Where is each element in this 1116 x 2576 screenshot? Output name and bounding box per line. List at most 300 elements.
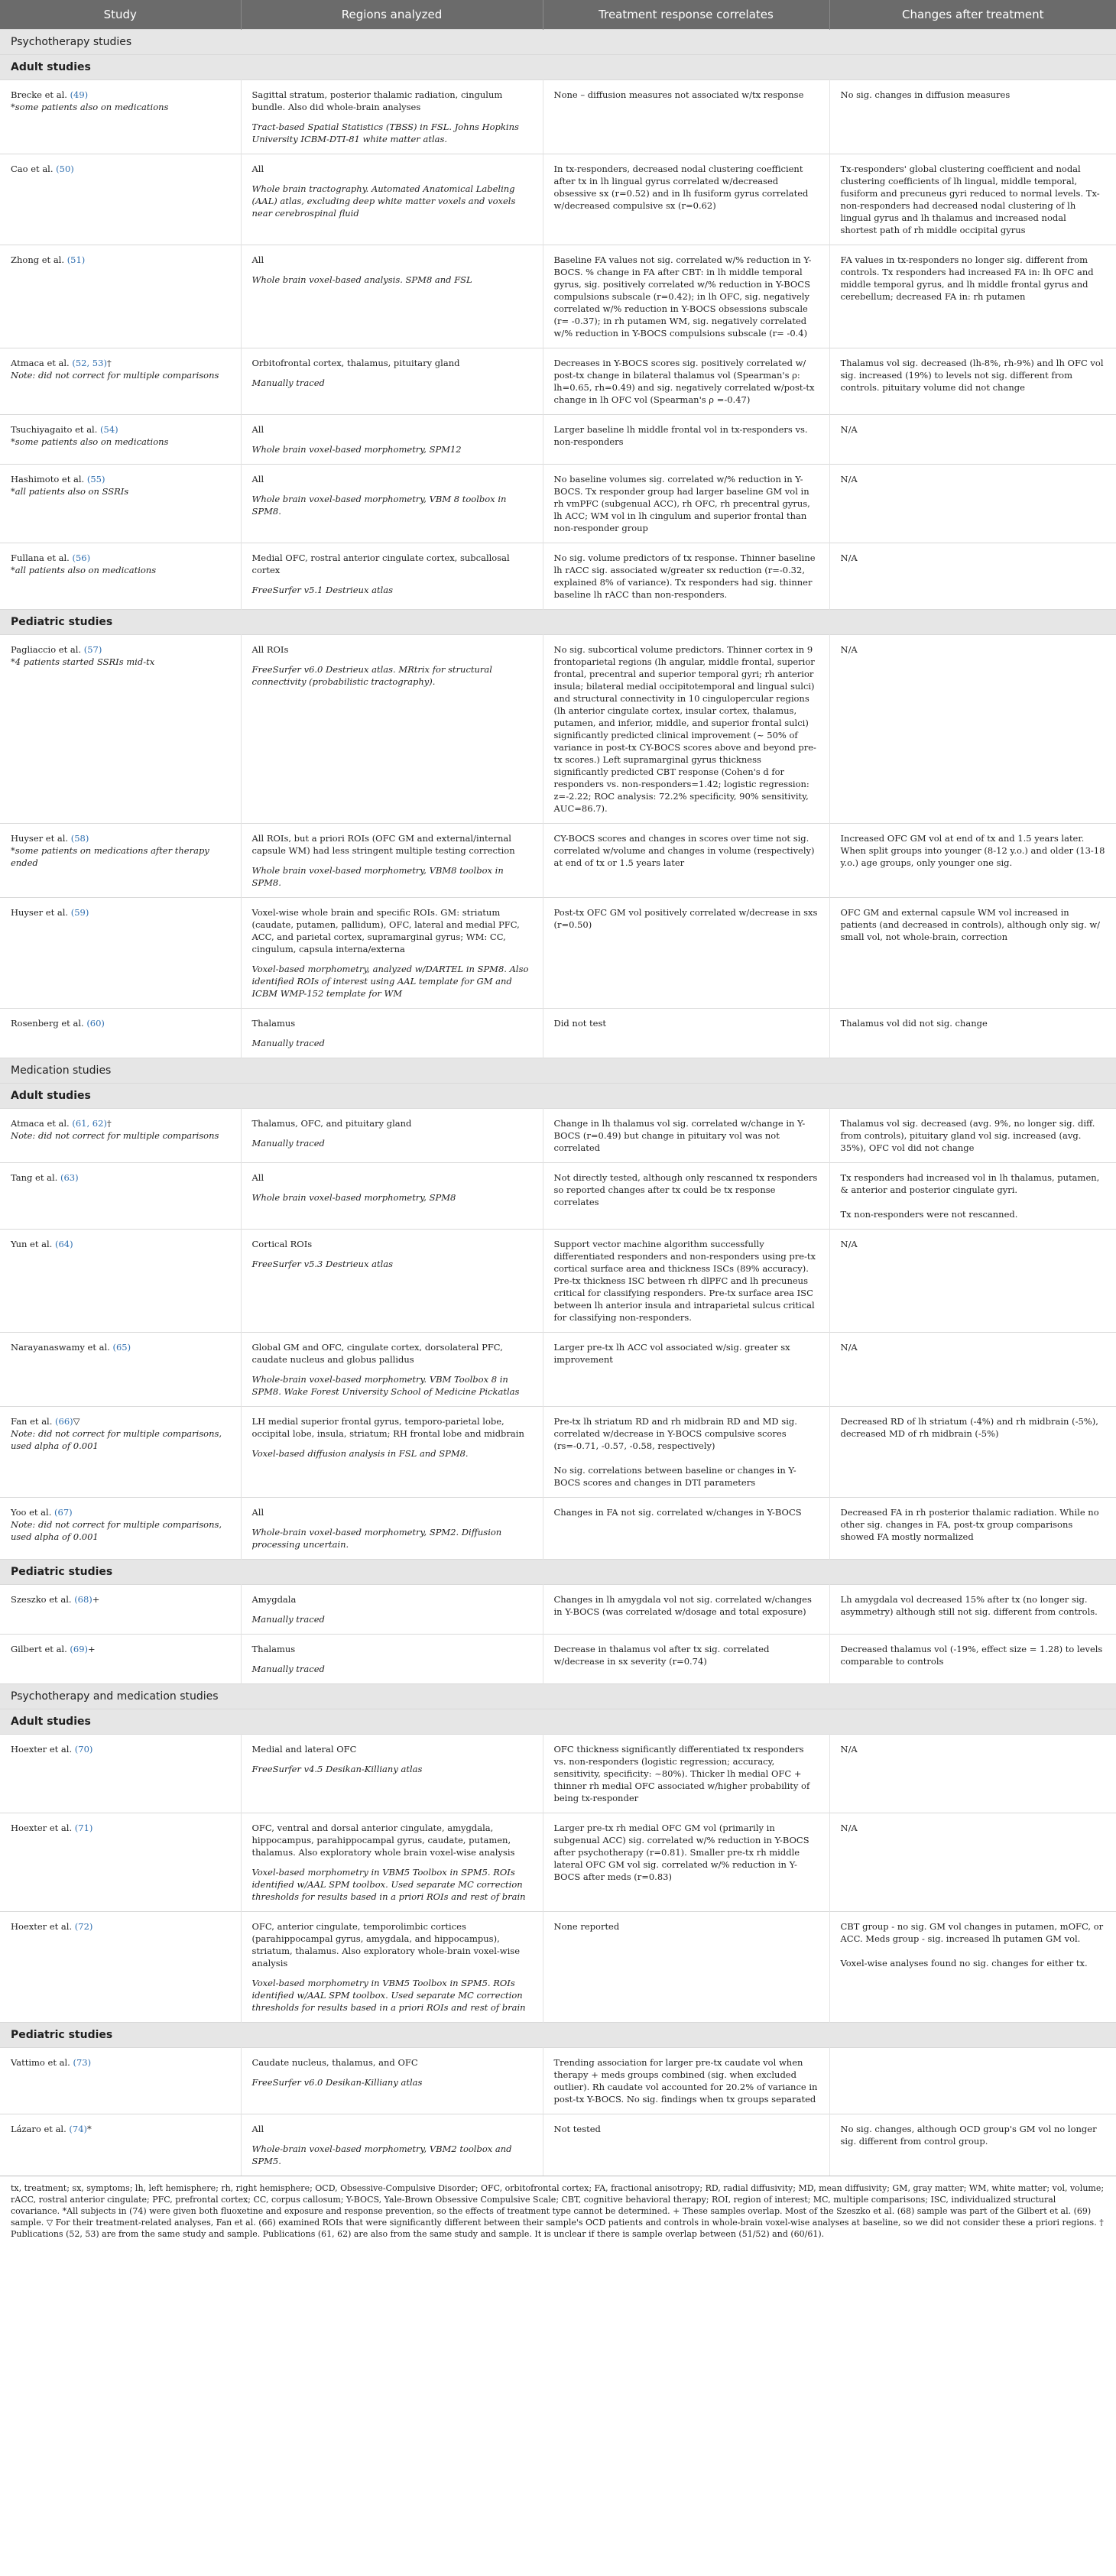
study-marker: † <box>106 1118 112 1129</box>
changes-text: FA values in tx-responders no longer sig. different from controls. Tx responders had increased FA in: lh OFC and middle temporal gyrus, and lh middle frontal gyrus and cerebellum; decreased FA in: rh putamen <box>840 254 1094 302</box>
study-reference: (64) <box>55 1239 73 1249</box>
study-note: Note: did not correct for multiple comparisons <box>11 1130 219 1141</box>
regions-text: Medial and lateral OFC <box>251 1744 357 1755</box>
changes-cell <box>829 465 1116 543</box>
subsection-row <box>0 55 1116 80</box>
regions-text: Amygdala <box>251 1594 297 1605</box>
study-reference: (56) <box>72 552 91 563</box>
regions-cell <box>241 2048 543 2114</box>
regions-text: Voxel-wise whole brain and specific ROIs. GM: striatum (caudate, putamen, pallidum), OFC, lateral and medial PFC, ACC, and parietal cortex, supramarginal gyrus; WM: CC, cingulum, capsula interna/externa <box>251 907 520 954</box>
correlates-text: OFC thickness significantly differentiated tx responders vs. non-responders (logistic regression; accuracy, sensitivity, specificity: ~80%). Thicker lh medial OFC + thinner rh medial OFC associated w/higher probability of being tx-responder <box>553 1744 810 1803</box>
correlates-text: CY-BOCS scores and changes in scores over time not sig. correlated w/volume and changes in volume (respectively) at end of tx or 1.5 years later <box>553 833 815 868</box>
changes-text: N/A <box>840 644 858 655</box>
table-row <box>0 898 1116 1009</box>
method-text: Manually traced <box>251 1614 325 1625</box>
table-row <box>0 80 1116 154</box>
correlates-text: In tx-responders, decreased nodal clustering coefficient after tx in lh lingual gyrus correlated w/decreased obsessive sx (r=0.52) and in lh fusiform gyrus correlated w/decreased compulsive sx (r=0.62) <box>553 164 809 211</box>
study-author: Tang et al. <box>11 1172 58 1183</box>
changes-text: Thalamus vol did not sig. change <box>840 1018 988 1029</box>
table-row <box>0 824 1116 898</box>
regions-cell <box>241 1498 543 1560</box>
subsection-row <box>0 2023 1116 2048</box>
regions-text: All <box>251 164 264 174</box>
section-row <box>0 1058 1116 1084</box>
study-note: Note: did not correct for multiple comparisons, used alpha of 0.001 <box>11 1519 222 1542</box>
regions-text: All <box>251 1507 264 1518</box>
study-reference: (57) <box>83 644 102 655</box>
correlates-cell <box>543 348 829 415</box>
changes-cell <box>829 348 1116 415</box>
correlates-text: Trending association for larger pre-tx caudate vol when therapy + meds groups combined (sig. when excluded outlier). Rh caudate vol accounted for 20.2% of variance in post-tx Y-BOCS. No sig. findings when tx groups separated <box>553 2057 818 2105</box>
regions-cell <box>241 415 543 465</box>
study-cell <box>0 1813 241 1912</box>
study-note: *some patients also on medications <box>11 102 169 112</box>
study-cell <box>0 348 241 415</box>
table-body <box>0 30 1116 2176</box>
subsection-title: Pediatric studies <box>0 610 1116 635</box>
regions-cell <box>241 1912 543 2023</box>
changes-text: Thalamus vol sig. decreased (lh-8%, rh-9%) and lh OFC vol sig. increased (19%) to levels not sig. different from controls. pituitary volume did not change <box>840 358 1104 393</box>
correlates-text: Larger pre-tx rh medial OFC GM vol (primarily in subgenual ACC) sig. correlated w/% reduction in Y-BOCS after psychotherapy (r=0.81). Smaller pre-tx rh middle lateral OFC GM vol sig. correlated w/% reduction in Y-BOCS after meds (r=0.83) <box>553 1823 809 1882</box>
correlates-text: Changes in FA not sig. correlated w/changes in Y-BOCS <box>553 1507 802 1518</box>
study-cell <box>0 1912 241 2023</box>
subsection-row <box>0 610 1116 635</box>
subsection-row <box>0 1709 1116 1735</box>
correlates-text: Change in lh thalamus vol sig. correlated w/change in Y-BOCS (r=0.49) but change in pituitary vol was not correlated <box>553 1118 806 1153</box>
study-reference: (59) <box>70 907 89 918</box>
correlates-text: Larger pre-tx lh ACC vol associated w/sig. greater sx improvement <box>553 1342 790 1365</box>
table-row <box>0 1407 1116 1498</box>
table-footnote: tx, treatment; sx, symptoms; lh, left hemisphere; rh, right hemisphere; OCD, Obsessive-Compulsive Disorder; OFC, orbitofrontal cortex; FA, fractional anisotropy; RD, radial diffusivity; MD, mean diffusivity; GM, gray matter; WM, white matter; vol, volume; rACC, rostral anterior cingulate; PFC, prefrontal cortex; CC, corpus callosum; Y-BOCS, Yale-Brown Obsessive Compulsive Scale; CBT, cognitive behavioral therapy; ROI, region of interest; MC, multiple comparisons; ISC, individualized structural covariance. *All subjects in (74) were given both fluoxetine and exposure and response prevention, so the effects of treatment type cannot be determined. + These samples overlap. Most of the Szeszko et al. (68) sample was part of the Gilbert et al. (69) sample. ▽ For their treatment-related analyses, Fan et al. (66) examined ROIs that were significantly different between their sample's OCD patients and controls in whole-brain voxel-wise analyses at baseline, so we did not consider these a priori regions. † Publications (52, 53) are from the same study and sample. Publications (61, 62) are also from the same study and sample. It is unclear if there is sample overlap between (51/52) and (60/61). <box>0 2176 1116 2246</box>
regions-text: Sagittal stratum, posterior thalamic radiation, cingulum bundle. Also did whole-brain analyses <box>251 89 503 112</box>
changes-cell <box>829 2048 1116 2114</box>
study-note: Note: did not correct for multiple comparisons, used alpha of 0.001 <box>11 1428 222 1451</box>
study-marker: + <box>92 1594 100 1605</box>
regions-text: OFC, anterior cingulate, temporolimbic cortices (parahippocampal gyrus, amygdala, and hippocampus), striatum, thalamus. Also exploratory whole-brain voxel-wise analysis <box>251 1921 521 1968</box>
correlates-text: Not directly tested, although only rescanned tx responders so reported changes after tx could be tx response correlates <box>553 1172 818 1207</box>
table-row <box>0 348 1116 415</box>
correlates-cell <box>543 1407 829 1498</box>
correlates-text: Decreases in Y-BOCS scores sig. positively correlated w/ post-tx change in bilateral thalamus vol (Spearman's ρ: lh=0.65, rh=0.49) and sig. negatively correlated w/post-tx change in lh OFC vol (Spearman's ρ =-0.47) <box>553 358 815 405</box>
changes-cell <box>829 1635 1116 1684</box>
method-text: Whole-brain voxel-based morphometry, VBM2 toolbox and SPM5. <box>251 2143 512 2166</box>
study-cell <box>0 1635 241 1684</box>
study-reference: (58) <box>70 833 89 844</box>
changes-text: Thalamus vol sig. decreased (avg. 9%, no longer sig. diff. from controls), pituitary gland vol sig. increased (avg. 35%), OFC vol did not change <box>840 1118 1095 1153</box>
method-text: Whole brain voxel-based morphometry, SPM8 <box>251 1192 456 1203</box>
correlates-cell <box>543 1163 829 1230</box>
correlates-text: Larger baseline lh middle frontal vol in tx-responders vs. non-responders <box>553 424 808 447</box>
correlates-cell <box>543 1585 829 1635</box>
regions-cell <box>241 2114 543 2176</box>
study-author: Zhong et al. <box>11 254 65 265</box>
correlates-cell <box>543 1912 829 2023</box>
study-cell <box>0 1407 241 1498</box>
study-author: Yoo et al. <box>11 1507 52 1518</box>
regions-cell <box>241 348 543 415</box>
changes-text: OFC GM and external capsule WM vol increased in patients (and decreased in controls), although only sig. w/ small vol, not whole-brain, correction <box>840 907 1101 942</box>
subsection-title: Adult studies <box>0 55 1116 80</box>
regions-cell <box>241 465 543 543</box>
study-author: Rosenberg et al. <box>11 1018 84 1029</box>
changes-text: No sig. changes, although OCD group's GM vol no longer sig. different from control group. <box>840 2124 1097 2147</box>
changes-cell <box>829 824 1116 898</box>
changes-cell <box>829 1813 1116 1912</box>
study-author: Atmaca et al. <box>11 358 70 368</box>
subsection-title: Adult studies <box>0 1084 1116 1109</box>
table-row <box>0 543 1116 610</box>
changes-cell <box>829 154 1116 245</box>
changes-text: Increased OFC GM vol at end of tx and 1.5 years later. When split groups into younger (8-12 y.o.) and older (13-18 y.o.) age groups, only younger one sig. <box>840 833 1105 868</box>
changes-cell <box>829 1735 1116 1813</box>
regions-text: Orbitofrontal cortex, thalamus, pituitary gland <box>251 358 460 368</box>
study-author: Hoexter et al. <box>11 1921 73 1932</box>
table-row <box>0 1813 1116 1912</box>
study-cell <box>0 2114 241 2176</box>
study-note: *some patients on medications after therapy ended <box>11 845 209 868</box>
table-row <box>0 635 1116 824</box>
regions-cell <box>241 824 543 898</box>
regions-text: Medial OFC, rostral anterior cingulate cortex, subcallosal cortex <box>251 552 510 575</box>
changes-cell <box>829 245 1116 348</box>
table-row <box>0 2114 1116 2176</box>
regions-text: Caudate nucleus, thalamus, and OFC <box>251 2057 418 2068</box>
method-text: Voxel-based morphometry in VBM5 Toolbox in SPM5. ROIs identified w/AAL SPM toolbox. Used separate MC correction thresholds for results based in a priori ROIs and rest of brain <box>251 1978 526 2013</box>
table-row <box>0 1009 1116 1058</box>
changes-text: N/A <box>840 474 858 484</box>
correlates-text: Support vector machine algorithm successfully differentiated responders and non-responders using pre-tx cortical surface area and thickness ISCs (89% accuracy). Pre-tx thickness ISC between rh dlPFC and lh precuneus critical for classifying responders. Pre-tx surface area ISC between lh anterior insula and intraparietal sulcus critical for classifying non-responders. <box>553 1239 816 1323</box>
study-reference: (72) <box>74 1921 93 1932</box>
changes-text: N/A <box>840 552 858 563</box>
changes-text: N/A <box>840 1823 858 1833</box>
regions-text: Thalamus, OFC, and pituitary gland <box>251 1118 412 1129</box>
section-title: Medication studies <box>0 1058 1116 1084</box>
method-text: FreeSurfer v5.3 Destrieux atlas <box>251 1259 394 1269</box>
regions-text: All <box>251 254 264 265</box>
correlates-text: Post-tx OFC GM vol positively correlated w/decrease in sxs (r=0.50) <box>553 907 818 930</box>
study-marker: † <box>106 358 112 368</box>
correlates-cell <box>543 245 829 348</box>
study-cell <box>0 543 241 610</box>
method-text: Whole brain voxel-based analysis. SPM8 and FSL <box>251 274 472 285</box>
study-reference: (49) <box>70 89 89 100</box>
study-reference: (70) <box>74 1744 93 1755</box>
regions-cell <box>241 1407 543 1498</box>
regions-cell <box>241 898 543 1009</box>
study-reference: (50) <box>56 164 74 174</box>
study-cell <box>0 1230 241 1333</box>
correlates-text: Pre-tx lh striatum RD and rh midbrain RD and MD sig. correlated w/decrease in Y-BOCS compulsive scores (rs=-0.71, -0.57, -0.58, respectively) <box>553 1416 797 1451</box>
changes-text: N/A <box>840 1239 858 1249</box>
correlates-text: Decrease in thalamus vol after tx sig. correlated w/decrease in sx severity (r=0.74) <box>553 1644 770 1667</box>
study-author: Narayanaswamy et al. <box>11 1342 110 1353</box>
method-text: Manually traced <box>251 1664 325 1674</box>
study-author: Fan et al. <box>11 1416 53 1427</box>
subsection-row <box>0 1560 1116 1585</box>
method-text: Whole brain tractography. Automated Anatomical Labeling (AAL) atlas, excluding deep white matter voxels and voxels near cerebrospinal fluid <box>251 183 516 219</box>
study-cell <box>0 1163 241 1230</box>
study-reference: (60) <box>86 1018 105 1029</box>
study-cell <box>0 2048 241 2114</box>
regions-cell <box>241 1230 543 1333</box>
study-author: Pagliaccio et al. <box>11 644 82 655</box>
changes-text: Decreased FA in rh posterior thalamic radiation. While no other sig. changes in FA, post-tx group comparisons showed FA mostly normalized <box>840 1507 1099 1542</box>
section-title: Psychotherapy and medication studies <box>0 1684 1116 1709</box>
study-reference: (61, 62) <box>72 1118 107 1129</box>
regions-text: Cortical ROIs <box>251 1239 313 1249</box>
changes-text: Lh amygdala vol decreased 15% after tx (no longer sig. asymmetry) although still not sig. different from controls. <box>840 1594 1098 1617</box>
study-author: Fullana et al. <box>11 552 70 563</box>
table-row <box>0 154 1116 245</box>
study-marker: + <box>88 1644 96 1654</box>
method-text: Voxel-based diffusion analysis in FSL and SPM8. <box>251 1448 469 1459</box>
method-text: Manually traced <box>251 377 325 388</box>
subsection-row <box>0 1084 1116 1109</box>
study-author: Huyser et al. <box>11 833 69 844</box>
changes-text: Tx responders had increased vol in lh thalamus, putamen, & anterior and posterior cingulate gyri. <box>840 1172 1100 1195</box>
study-cell <box>0 898 241 1009</box>
regions-text: Thalamus <box>251 1644 296 1654</box>
study-author: Yun et al. <box>11 1239 53 1249</box>
study-reference: (67) <box>54 1507 73 1518</box>
study-reference: (71) <box>74 1823 93 1833</box>
study-reference: (73) <box>73 2057 92 2068</box>
table-row <box>0 1585 1116 1635</box>
correlates-text: Changes in lh amygdala vol not sig. correlated w/changes in Y-BOCS (was correlated w/dosage and total exposure) <box>553 1594 812 1617</box>
study-author: Szeszko et al. <box>11 1594 72 1605</box>
regions-cell <box>241 80 543 154</box>
correlates-cell <box>543 543 829 610</box>
study-marker: ▽ <box>73 1416 80 1427</box>
regions-cell <box>241 1585 543 1635</box>
study-note: *4 patients started SSRIs mid-tx <box>11 656 155 667</box>
table-row <box>0 415 1116 465</box>
changes-cell <box>829 1009 1116 1058</box>
method-text: Tract-based Spatial Statistics (TBSS) in FSL. Johns Hopkins University ICBM-DTI-81 white matter atlas. <box>251 122 519 144</box>
correlates-text: No sig. volume predictors of tx response. Thinner baseline lh rACC sig. associated w/greater sx reduction (r=-0.32, explained 8% of variance). Tx responders had sig. thinner baseline lh rACC than non-responders. <box>553 552 816 600</box>
method-text: FreeSurfer v6.0 Desikan-Killiany atlas <box>251 2077 423 2088</box>
method-text: FreeSurfer v4.5 Desikan-Killiany atlas <box>251 1764 423 1774</box>
table-row <box>0 1163 1116 1230</box>
study-note: Note: did not correct for multiple comparisons <box>11 370 219 381</box>
method-text: Whole-brain voxel-based morphometry, SPM2. Diffusion processing uncertain. <box>251 1527 502 1550</box>
correlates-text: None – diffusion measures not associated w/tx response <box>553 89 804 100</box>
correlates-cell <box>543 465 829 543</box>
regions-cell <box>241 1333 543 1407</box>
header-study: Study <box>0 0 241 30</box>
header-changes: Changes after treatment <box>829 0 1116 30</box>
spacer <box>841 1945 1106 1957</box>
table-row <box>0 1912 1116 2023</box>
correlates-cell <box>543 1635 829 1684</box>
correlates-cell <box>543 1333 829 1407</box>
regions-cell <box>241 543 543 610</box>
changes-text: Tx-responders' global clustering coefficient and nodal clustering coefficients of lh lingual, middle temporal, fusiform and precuneus gyri reduced to normal levels. Tx-non-responders had decreased nodal clustering of lh lingual gyrus and lh thalamus and increased nodal shortest path of rh middle occipital gyrus <box>840 164 1100 235</box>
study-note: *all patients also on SSRIs <box>11 486 129 497</box>
correlates-cell <box>543 415 829 465</box>
correlates-cell <box>543 2048 829 2114</box>
correlates-cell <box>543 1230 829 1333</box>
correlates-text: None reported <box>553 1921 620 1932</box>
changes-cell <box>829 543 1116 610</box>
correlates-text: No baseline volumes sig. correlated w/% reduction in Y-BOCS. Tx responder group had larger baseline GM vol in rh vmPFC (subgenual ACC), rh OFC, rh precentral gyrus, lh ACC; WM vol in lh cingulum and superior frontal than non-responder group <box>553 474 810 533</box>
subsection-title: Adult studies <box>0 1709 1116 1735</box>
study-cell <box>0 465 241 543</box>
correlates-cell <box>543 1498 829 1560</box>
method-text: Whole brain voxel-based morphometry, VBM8 toolbox in SPM8. <box>251 865 504 888</box>
subsection-title: Pediatric studies <box>0 2023 1116 2048</box>
regions-cell <box>241 1109 543 1163</box>
correlates-text: Not tested <box>553 2124 601 2134</box>
changes-text-2: Voxel-wise analyses found no sig. changes for either tx. <box>840 1958 1088 1968</box>
method-text: Whole brain voxel-based morphometry, SPM12 <box>251 444 462 455</box>
table-row <box>0 1333 1116 1407</box>
regions-cell <box>241 635 543 824</box>
study-cell <box>0 824 241 898</box>
regions-cell <box>241 154 543 245</box>
method-text: Whole brain voxel-based morphometry, VBM 8 toolbox in SPM8. <box>251 494 507 517</box>
changes-cell <box>829 898 1116 1009</box>
study-reference: (55) <box>86 474 105 484</box>
correlates-cell <box>543 2114 829 2176</box>
study-cell <box>0 80 241 154</box>
regions-cell <box>241 1009 543 1058</box>
study-cell <box>0 1498 241 1560</box>
study-cell <box>0 1333 241 1407</box>
spacer <box>554 1452 819 1464</box>
regions-text: All <box>251 1172 264 1183</box>
header-regions: Regions analyzed <box>241 0 543 30</box>
study-reference: (54) <box>100 424 118 435</box>
regions-cell <box>241 1635 543 1684</box>
table-row <box>0 1109 1116 1163</box>
study-author: Gilbert et al. <box>11 1644 67 1654</box>
changes-text: N/A <box>840 1744 858 1755</box>
table-row <box>0 245 1116 348</box>
changes-cell <box>829 635 1116 824</box>
table-row <box>0 1498 1116 1560</box>
study-reference: (69) <box>70 1644 89 1654</box>
correlates-cell <box>543 154 829 245</box>
correlates-text-2: No sig. correlations between baseline or changes in Y-BOCS scores and changes in DTI parameters <box>553 1465 796 1488</box>
table-row <box>0 2048 1116 2114</box>
table-row <box>0 1735 1116 1813</box>
method-text: FreeSurfer v5.1 Destrieux atlas <box>251 585 394 595</box>
study-cell <box>0 415 241 465</box>
table-header <box>0 0 1116 30</box>
spacer <box>841 1196 1106 1208</box>
regions-text: All ROIs, but a priori ROIs (OFC GM and external/internal capsule WM) had less stringent multiple testing correction <box>251 833 515 856</box>
regions-text: Thalamus <box>251 1018 296 1029</box>
changes-text: Decreased RD of lh striatum (-4%) and rh midbrain (-5%), decreased MD of rh midbrain (-5%) <box>840 1416 1098 1439</box>
regions-text: All <box>251 474 264 484</box>
study-note: *some patients also on medications <box>11 436 169 447</box>
changes-cell <box>829 2114 1116 2176</box>
correlates-text: Baseline FA values not sig. correlated w/% reduction in Y-BOCS. % change in FA after CBT: in lh middle temporal gyrus, sig. positively correlated w/% reduction in Y-BOCS compulsions subscale (r=0.42); in lh OFC, sig. negatively correlated w/% reduction in Y-BOCS obsessions subscale (r= -0.37); in rh putamen WM, sig. negatively correlated w/% reduction in Y-BOCS compulsions subscale (r= -0.4) <box>553 254 812 339</box>
regions-text: LH medial superior frontal gyrus, temporo-parietal lobe, occipital lobe, insula, striatum; RH frontal lobe and midbrain <box>251 1416 524 1439</box>
correlates-cell <box>543 824 829 898</box>
table-row <box>0 465 1116 543</box>
regions-cell <box>241 245 543 348</box>
changes-text: No sig. changes in diffusion measures <box>840 89 1011 100</box>
study-reference: (51) <box>67 254 86 265</box>
changes-cell <box>829 415 1116 465</box>
regions-cell <box>241 1813 543 1912</box>
correlates-cell <box>543 1813 829 1912</box>
study-cell <box>0 245 241 348</box>
changes-text: Decreased thalamus vol (-19%, effect size = 1.28) to levels comparable to controls <box>840 1644 1103 1667</box>
study-author: Atmaca et al. <box>11 1118 70 1129</box>
correlates-cell <box>543 635 829 824</box>
study-reference: (65) <box>112 1342 131 1353</box>
changes-text: N/A <box>840 1342 858 1353</box>
correlates-cell <box>543 1735 829 1813</box>
changes-cell <box>829 1163 1116 1230</box>
study-reference: (68) <box>74 1594 92 1605</box>
regions-text: Global GM and OFC, cingulate cortex, dorsolateral PFC, caudate nucleus and globus pallidus <box>251 1342 503 1365</box>
section-row <box>0 30 1116 55</box>
table-row <box>0 1635 1116 1684</box>
study-author: Vattimo et al. <box>11 2057 70 2068</box>
changes-text-2: Tx non-responders were not rescanned. <box>840 1209 1018 1220</box>
changes-cell <box>829 1230 1116 1333</box>
study-author: Tsuchiyagaito et al. <box>11 424 98 435</box>
study-reference: (74) <box>69 2124 88 2134</box>
changes-cell <box>829 1109 1116 1163</box>
changes-cell <box>829 1498 1116 1560</box>
changes-cell <box>829 1333 1116 1407</box>
subsection-title: Pediatric studies <box>0 1560 1116 1585</box>
study-cell <box>0 1735 241 1813</box>
correlates-text: Did not test <box>553 1018 606 1029</box>
study-cell <box>0 635 241 824</box>
study-reference: (63) <box>60 1172 79 1183</box>
regions-text: All ROIs <box>251 644 289 655</box>
study-author: Hoexter et al. <box>11 1823 73 1833</box>
regions-text: OFC, ventral and dorsal anterior cingulate, amygdala, hippocampus, parahippocampal gyrus, caudate, putamen, thalamus. Also exploratory whole brain voxel-wise analysis <box>251 1823 515 1858</box>
correlates-text: No sig. subcortical volume predictors. Thinner cortex in 9 frontoparietal regions (lh angular, middle frontal, superior frontal, precentral and superior temporal gyri; rh anterior insula; bilateral medial occipitotemporal and lingual sulci) and structural connectivity in 10 cingulopercular regions (lh anterior cingulate cortex, insular cortex, thalamus, putamen, and inferior, middle, and superior frontal sulci) significantly predicted clinical improvement (~ 50% of variance in post-tx CY-BOCS scores above and beyond pre-tx scores.) Left supramarginal gyrus thickness significantly predicted CBT response (Cohen's d for responders vs. non-responders=1.42; logistic regression: z=-2.22; ROC analysis: 72.2% specificity, 90% sensitivity, AUC=86.7). <box>553 644 816 814</box>
regions-text: All <box>251 2124 264 2134</box>
method-text: FreeSurfer v6.0 Destrieux atlas. MRtrix for structural connectivity (probabilistic tractography). <box>251 664 492 687</box>
correlates-cell <box>543 898 829 1009</box>
study-cell <box>0 1009 241 1058</box>
section-title: Psychotherapy studies <box>0 30 1116 55</box>
method-text: Whole-brain voxel-based morphometry. VBM Toolbox 8 in SPM8. Wake Forest University School of Medicine Pickatlas <box>251 1374 520 1397</box>
table-row <box>0 1230 1116 1333</box>
method-text: Manually traced <box>251 1138 325 1149</box>
study-reference: (52, 53) <box>72 358 107 368</box>
section-row <box>0 1684 1116 1709</box>
regions-text: All <box>251 424 264 435</box>
method-text: Voxel-based morphometry in VBM5 Toolbox in SPM5. ROIs identified w/AAL SPM toolbox. Used separate MC correction thresholds for results based in a priori ROIs and rest of brain <box>251 1867 526 1902</box>
header-correlates: Treatment response correlates <box>543 0 829 30</box>
study-marker: * <box>87 2124 92 2134</box>
study-author: Hashimoto et al. <box>11 474 85 484</box>
study-reference: (66) <box>55 1416 73 1427</box>
study-cell <box>0 1585 241 1635</box>
study-author: Cao et al. <box>11 164 54 174</box>
study-author: Hoexter et al. <box>11 1744 73 1755</box>
correlates-cell <box>543 1009 829 1058</box>
study-author: Brecke et al. <box>11 89 67 100</box>
study-cell <box>0 1109 241 1163</box>
method-text: Manually traced <box>251 1038 325 1048</box>
correlates-cell <box>543 1109 829 1163</box>
changes-cell <box>829 1585 1116 1635</box>
study-author: Huyser et al. <box>11 907 69 918</box>
correlates-cell <box>543 80 829 154</box>
changes-text: CBT group - no sig. GM vol changes in putamen, mOFC, or ACC. Meds group - sig. increased lh putamen GM vol. <box>840 1921 1104 1944</box>
